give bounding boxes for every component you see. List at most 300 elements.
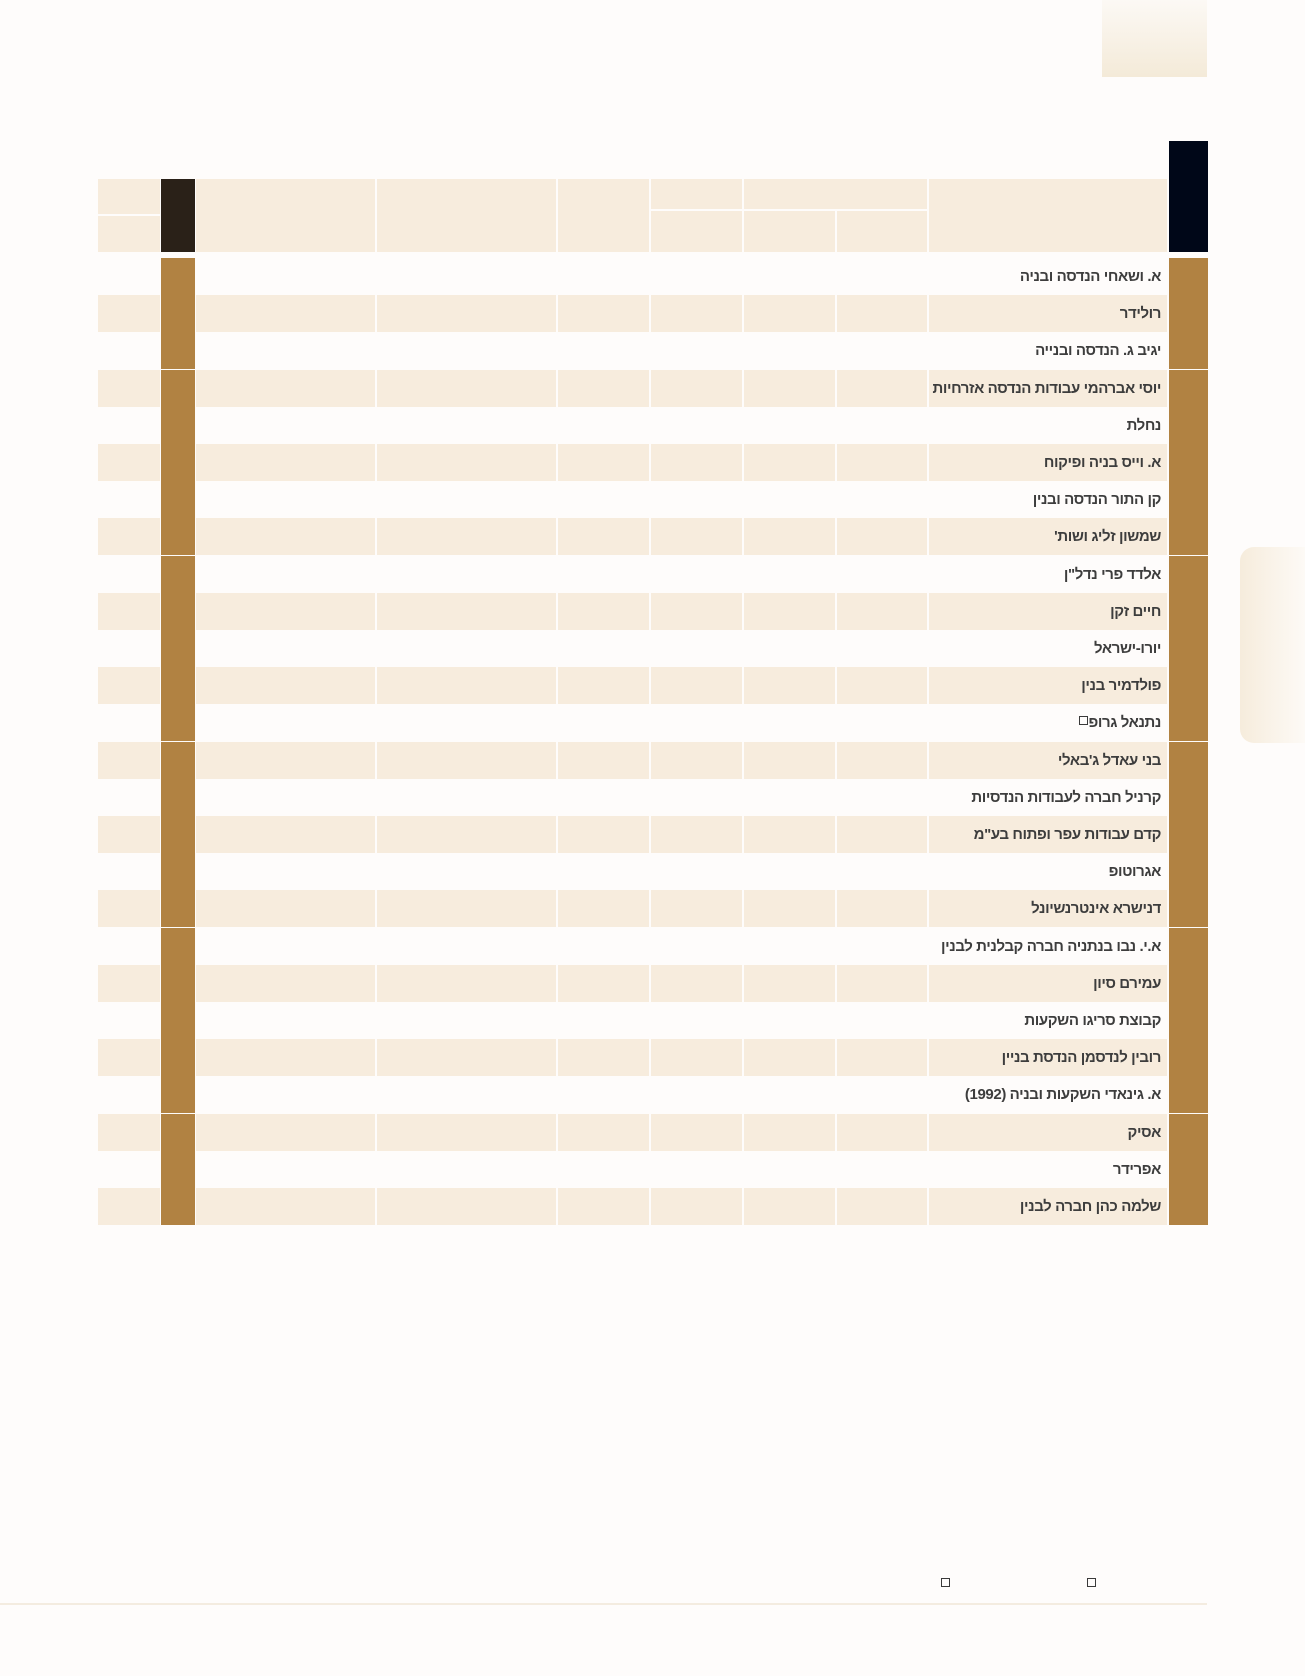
- cell-col-6: [377, 853, 556, 890]
- header-cell-group-top: [744, 179, 927, 209]
- cell-col-3: [744, 742, 835, 779]
- cell-col-3: [744, 1188, 835, 1225]
- cell-col-5: [558, 332, 649, 369]
- cell-company-name: [929, 779, 1167, 816]
- cell-col-4: [651, 370, 742, 407]
- table-row: [98, 816, 1208, 853]
- cell-col-4: [651, 630, 742, 667]
- cell-col-3: [744, 407, 835, 444]
- cell-col-3: [744, 481, 835, 518]
- cell-col-9: [98, 444, 160, 481]
- cell-company-name: [929, 1114, 1167, 1151]
- cell-col-5: [558, 1076, 649, 1113]
- cell-col-4: [651, 518, 742, 555]
- company-name: בני עאדל ג'באלי: [1057, 752, 1161, 769]
- cell-rank: [1169, 556, 1208, 593]
- cell-col-4: [651, 481, 742, 518]
- cell-col-8: [161, 258, 195, 295]
- cell-col-8: [161, 853, 195, 890]
- cell-col-4: [651, 1151, 742, 1188]
- cell-col-8: [161, 407, 195, 444]
- cell-col-3: [744, 444, 835, 481]
- cell-col-8: [161, 704, 195, 741]
- company-name: א. וייס בניה ופיקוח: [1043, 454, 1161, 471]
- table-row: [98, 853, 1208, 890]
- company-name: אלדד פרי נדל"ן: [1063, 566, 1161, 583]
- table-row: [98, 1039, 1208, 1076]
- cell-company-name: [929, 853, 1167, 890]
- cell-col-9: [98, 258, 160, 295]
- cell-company-name: [929, 742, 1167, 779]
- cell-rank: [1169, 890, 1208, 927]
- cell-col-2: [837, 332, 927, 369]
- cell-col-5: [558, 1188, 649, 1225]
- header-cell-4-bottom: [651, 211, 742, 252]
- cell-col-2: [837, 1151, 927, 1188]
- cell-col-7: [196, 518, 375, 555]
- cell-col-6: [377, 518, 556, 555]
- cell-col-3: [744, 593, 835, 630]
- cell-rank: [1169, 853, 1208, 890]
- cell-col-5: [558, 1039, 649, 1076]
- cell-col-7: [196, 890, 375, 927]
- cell-col-6: [377, 742, 556, 779]
- cell-rank: [1169, 295, 1208, 332]
- cell-col-7: [196, 965, 375, 1002]
- cell-col-3: [744, 295, 835, 332]
- cell-col-3: [744, 704, 835, 741]
- cell-col-9: [98, 853, 160, 890]
- cell-col-5: [558, 518, 649, 555]
- cell-col-9: [98, 704, 160, 741]
- cell-col-6: [377, 779, 556, 816]
- cell-col-7: [196, 1188, 375, 1225]
- table-row: [98, 1188, 1208, 1225]
- cell-col-6: [377, 1114, 556, 1151]
- company-name: פולדמיר בנין: [1081, 677, 1161, 694]
- cell-col-7: [196, 853, 375, 890]
- cell-col-4: [651, 853, 742, 890]
- cell-col-4: [651, 1114, 742, 1151]
- cell-col-6: [377, 1002, 556, 1039]
- cell-col-9: [98, 1039, 160, 1076]
- company-name: אסיק: [1127, 1124, 1161, 1141]
- cell-col-5: [558, 370, 649, 407]
- cell-company-name: [929, 556, 1167, 593]
- cell-rank: [1169, 518, 1208, 555]
- cell-col-8: [161, 518, 195, 555]
- table-row: [98, 1114, 1208, 1151]
- cell-col-4: [651, 593, 742, 630]
- cell-rank: [1169, 1002, 1208, 1039]
- cell-company-name: [929, 1039, 1167, 1076]
- cell-col-8: [161, 1188, 195, 1225]
- table-row: [98, 1002, 1208, 1039]
- cell-col-4: [651, 1002, 742, 1039]
- cell-col-9: [98, 295, 160, 332]
- cell-col-2: [837, 779, 927, 816]
- cell-col-6: [377, 332, 556, 369]
- cell-col-5: [558, 593, 649, 630]
- cell-col-6: [377, 407, 556, 444]
- cell-col-2: [837, 444, 927, 481]
- cell-col-7: [196, 1076, 375, 1113]
- cell-company-name: [929, 295, 1167, 332]
- cell-col-9: [98, 593, 160, 630]
- cell-rank: [1169, 704, 1208, 741]
- company-name: יגיב ג. הנדסה ובנייה: [1035, 342, 1161, 359]
- cell-col-5: [558, 667, 649, 704]
- cell-col-2: [837, 1076, 927, 1113]
- cell-rank: [1169, 1188, 1208, 1225]
- cell-col-5: [558, 853, 649, 890]
- company-name: קדם עבודות עפר ופתוח בע"מ: [973, 826, 1161, 843]
- cell-col-4: [651, 407, 742, 444]
- cell-col-3: [744, 1151, 835, 1188]
- table-row: [98, 593, 1208, 630]
- company-name: חיים זקן: [1110, 603, 1161, 620]
- cell-col-8: [161, 630, 195, 667]
- table-row: [98, 1151, 1208, 1188]
- cell-col-4: [651, 816, 742, 853]
- cell-col-5: [558, 444, 649, 481]
- header-cell-2-bottom: [837, 211, 927, 252]
- cell-col-3: [744, 556, 835, 593]
- cell-rank: [1169, 928, 1208, 965]
- cell-col-7: [196, 928, 375, 965]
- company-name: קן התור הנדסה ובנין: [1032, 491, 1161, 508]
- cell-rank: [1169, 1039, 1208, 1076]
- cell-col-6: [377, 704, 556, 741]
- cell-col-2: [837, 1114, 927, 1151]
- cell-company-name: [929, 965, 1167, 1002]
- header-cell-name: [929, 179, 1167, 252]
- cell-col-2: [837, 667, 927, 704]
- cell-col-6: [377, 965, 556, 1002]
- cell-rank: [1169, 593, 1208, 630]
- cell-col-7: [196, 1002, 375, 1039]
- company-name: א. ושאחי הנדסה ובניה: [1019, 268, 1161, 285]
- cell-col-9: [98, 518, 160, 555]
- cell-col-3: [744, 518, 835, 555]
- cell-col-9: [98, 556, 160, 593]
- cell-col-4: [651, 1188, 742, 1225]
- header-cell-6: [377, 179, 556, 252]
- cell-col-6: [377, 444, 556, 481]
- cell-company-name: [929, 630, 1167, 667]
- cell-col-3: [744, 1002, 835, 1039]
- table-row: [98, 965, 1208, 1002]
- cell-company-name: [929, 518, 1167, 555]
- cell-company-name: [929, 481, 1167, 518]
- cell-col-9: [98, 816, 160, 853]
- company-name: עמירם סיון: [1093, 975, 1161, 992]
- cell-col-9: [98, 1114, 160, 1151]
- cell-col-4: [651, 667, 742, 704]
- cell-company-name: [929, 370, 1167, 407]
- cell-col-5: [558, 965, 649, 1002]
- cell-col-4: [651, 704, 742, 741]
- cell-col-2: [837, 630, 927, 667]
- cell-col-2: [837, 295, 927, 332]
- footer-divider: [0, 1603, 1207, 1605]
- cell-col-7: [196, 1151, 375, 1188]
- cell-col-4: [651, 779, 742, 816]
- cell-col-9: [98, 481, 160, 518]
- table-row: [98, 332, 1208, 369]
- cell-col-2: [837, 704, 927, 741]
- cell-col-8: [161, 779, 195, 816]
- cell-col-7: [196, 704, 375, 741]
- cell-rank: [1169, 816, 1208, 853]
- cell-col-2: [837, 407, 927, 444]
- cell-col-5: [558, 556, 649, 593]
- cell-col-9: [98, 630, 160, 667]
- cell-col-2: [837, 370, 927, 407]
- cell-col-5: [558, 779, 649, 816]
- cell-company-name: [929, 1002, 1167, 1039]
- table-row: [98, 742, 1208, 779]
- company-name: אפרידר: [1112, 1161, 1161, 1178]
- cell-col-9: [98, 1076, 160, 1113]
- cell-col-9: [98, 928, 160, 965]
- cell-col-9: [98, 667, 160, 704]
- cell-col-9: [98, 742, 160, 779]
- table-row: [98, 556, 1208, 593]
- cell-col-3: [744, 1039, 835, 1076]
- cell-col-6: [377, 1188, 556, 1225]
- cell-col-2: [837, 742, 927, 779]
- cell-col-7: [196, 667, 375, 704]
- cell-col-6: [377, 928, 556, 965]
- cell-col-4: [651, 1076, 742, 1113]
- cell-col-7: [196, 556, 375, 593]
- cell-col-8: [161, 332, 195, 369]
- cell-col-7: [196, 295, 375, 332]
- cell-col-8: [161, 1076, 195, 1113]
- cell-company-name: [929, 258, 1167, 295]
- cell-col-4: [651, 1039, 742, 1076]
- cell-col-8: [161, 370, 195, 407]
- cell-col-9: [98, 779, 160, 816]
- cell-col-4: [651, 444, 742, 481]
- cell-rank: [1169, 1114, 1208, 1151]
- cell-company-name: [929, 1151, 1167, 1188]
- cell-col-6: [377, 890, 556, 927]
- cell-company-name: [929, 593, 1167, 630]
- cell-col-9: [98, 1151, 160, 1188]
- cell-col-8: [161, 667, 195, 704]
- table-row: [98, 890, 1208, 927]
- cell-col-4: [651, 928, 742, 965]
- cell-company-name: [929, 667, 1167, 704]
- cell-col-6: [377, 816, 556, 853]
- cell-col-3: [744, 965, 835, 1002]
- cell-col-7: [196, 481, 375, 518]
- cell-col-2: [837, 593, 927, 630]
- cell-company-name: [929, 444, 1167, 481]
- company-name: רובין לנדסמן הנדסת בניין: [1001, 1049, 1161, 1066]
- cell-col-8: [161, 295, 195, 332]
- cell-col-8: [161, 556, 195, 593]
- cell-col-7: [196, 407, 375, 444]
- cell-col-4: [651, 890, 742, 927]
- cell-col-9: [98, 407, 160, 444]
- cell-col-5: [558, 1002, 649, 1039]
- cell-col-9: [98, 1188, 160, 1225]
- cell-col-8: [161, 444, 195, 481]
- cell-col-3: [744, 928, 835, 965]
- cell-company-name: [929, 1076, 1167, 1113]
- company-name: א. גינאדי השקעות ובניה (1992): [964, 1086, 1161, 1103]
- cell-col-9: [98, 1002, 160, 1039]
- cell-col-3: [744, 258, 835, 295]
- cell-col-9: [98, 965, 160, 1002]
- cell-col-5: [558, 481, 649, 518]
- cell-col-2: [837, 481, 927, 518]
- cell-col-5: [558, 407, 649, 444]
- header-cell-last-bottom: [98, 216, 160, 252]
- company-name: אגרוטופ: [1108, 863, 1161, 880]
- cell-company-name: [929, 704, 1167, 741]
- cell-col-3: [744, 667, 835, 704]
- company-name: נחלת: [1126, 417, 1161, 434]
- company-name: רולידר: [1119, 305, 1161, 322]
- cell-rank: [1169, 407, 1208, 444]
- cell-col-2: [837, 518, 927, 555]
- cell-rank: [1169, 667, 1208, 704]
- cell-col-2: [837, 928, 927, 965]
- company-name: א.י. נבו בנתניה חברה קבלנית לבנין: [941, 938, 1161, 955]
- cell-col-4: [651, 556, 742, 593]
- cell-col-4: [651, 295, 742, 332]
- cell-rank: [1169, 1151, 1208, 1188]
- cell-col-4: [651, 258, 742, 295]
- cell-col-8: [161, 816, 195, 853]
- cell-col-9: [98, 890, 160, 927]
- table-row: [98, 518, 1208, 555]
- header-cell-last-top: [98, 179, 160, 214]
- table-row: [98, 444, 1208, 481]
- cell-col-5: [558, 704, 649, 741]
- cell-rank: [1169, 779, 1208, 816]
- cell-col-5: [558, 258, 649, 295]
- cell-col-6: [377, 1076, 556, 1113]
- cell-col-7: [196, 816, 375, 853]
- company-name: יוסי אברהמי עבודות הנדסה אזרחיות: [932, 380, 1161, 397]
- cell-col-3: [744, 779, 835, 816]
- company-name: שלמה כהן חברה לבנין: [1019, 1198, 1161, 1215]
- cell-col-6: [377, 667, 556, 704]
- cell-col-6: [377, 258, 556, 295]
- table-row: [98, 779, 1208, 816]
- cell-rank: [1169, 444, 1208, 481]
- cell-rank: [1169, 332, 1208, 369]
- cell-col-2: [837, 816, 927, 853]
- cell-col-4: [651, 742, 742, 779]
- table-row: [98, 295, 1208, 332]
- footnote-box-icon: [1079, 716, 1088, 725]
- cell-col-7: [196, 444, 375, 481]
- cell-company-name: [929, 332, 1167, 369]
- corner-tab: [1102, 0, 1207, 77]
- cell-col-8: [161, 742, 195, 779]
- table-row: [98, 928, 1208, 965]
- cell-col-5: [558, 816, 649, 853]
- cell-col-7: [196, 742, 375, 779]
- header-cell-4-top: [651, 179, 742, 209]
- cell-col-3: [744, 853, 835, 890]
- company-name: דנישרא אינטרנשיונל: [1031, 900, 1161, 917]
- table-row: [98, 370, 1208, 407]
- table-row: [98, 481, 1208, 518]
- cell-col-9: [98, 332, 160, 369]
- cell-col-8: [161, 593, 195, 630]
- cell-col-4: [651, 965, 742, 1002]
- cell-col-7: [196, 370, 375, 407]
- cell-col-7: [196, 1114, 375, 1151]
- side-section-tab[interactable]: [1240, 547, 1305, 743]
- cell-col-8: [161, 928, 195, 965]
- cell-col-6: [377, 1039, 556, 1076]
- cell-col-5: [558, 742, 649, 779]
- cell-rank: [1169, 481, 1208, 518]
- cell-rank: [1169, 1076, 1208, 1113]
- cell-col-3: [744, 890, 835, 927]
- footer-bullet-icon: [1087, 1578, 1096, 1587]
- cell-col-6: [377, 1151, 556, 1188]
- header-rank-rail: [1169, 141, 1208, 252]
- cell-col-4: [651, 332, 742, 369]
- cell-col-7: [196, 332, 375, 369]
- header-cell-3-bottom: [744, 211, 835, 252]
- header-dark-column: [161, 179, 195, 252]
- header-cell-7: [196, 179, 375, 252]
- cell-rank: [1169, 370, 1208, 407]
- cell-col-3: [744, 630, 835, 667]
- cell-rank: [1169, 742, 1208, 779]
- cell-col-5: [558, 295, 649, 332]
- cell-col-7: [196, 630, 375, 667]
- cell-col-6: [377, 630, 556, 667]
- cell-col-8: [161, 1039, 195, 1076]
- cell-col-5: [558, 928, 649, 965]
- cell-col-2: [837, 890, 927, 927]
- cell-col-7: [196, 593, 375, 630]
- cell-col-5: [558, 630, 649, 667]
- cell-col-3: [744, 816, 835, 853]
- cell-col-6: [377, 593, 556, 630]
- footer-bullet-icon: [941, 1578, 950, 1587]
- cell-company-name: [929, 816, 1167, 853]
- cell-col-8: [161, 965, 195, 1002]
- cell-rank: [1169, 630, 1208, 667]
- company-name: נתנאל גרופ: [1075, 704, 1167, 741]
- cell-company-name: [929, 407, 1167, 444]
- cell-col-2: [837, 853, 927, 890]
- table-row: [98, 1076, 1208, 1113]
- table-row: [98, 630, 1208, 667]
- cell-col-6: [377, 370, 556, 407]
- company-name: קבוצת סריגו השקעות: [1024, 1012, 1161, 1029]
- cell-col-7: [196, 258, 375, 295]
- company-name: שמשון זליג ושות': [1054, 528, 1161, 545]
- company-name: יורו-ישראל: [1094, 640, 1161, 657]
- cell-col-5: [558, 1114, 649, 1151]
- cell-col-2: [837, 965, 927, 1002]
- cell-col-3: [744, 1076, 835, 1113]
- cell-col-6: [377, 556, 556, 593]
